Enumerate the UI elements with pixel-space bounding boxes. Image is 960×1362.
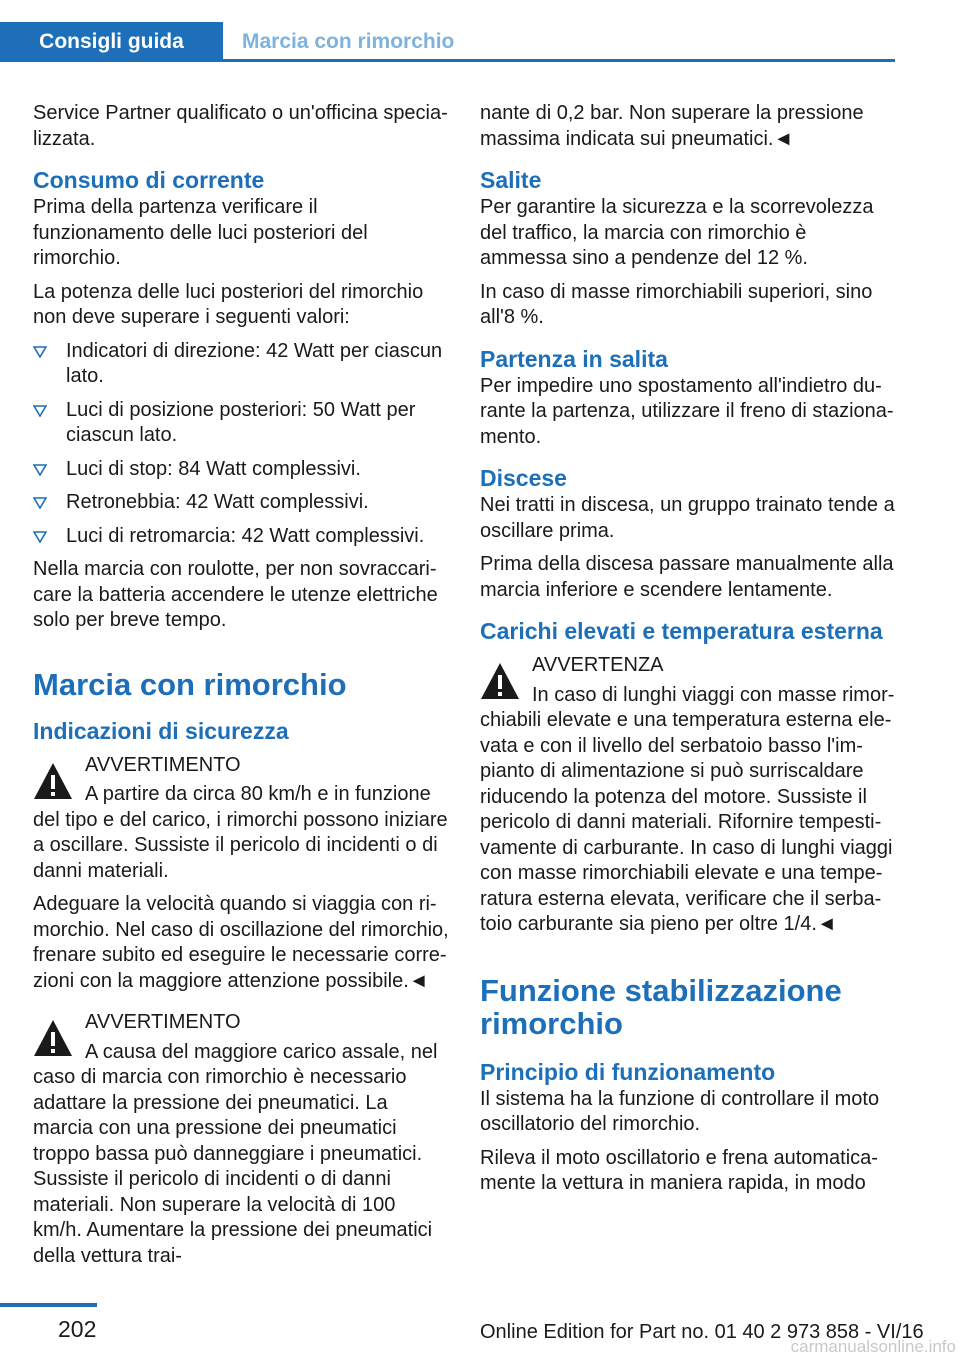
warning-triangle-icon bbox=[480, 661, 520, 701]
heading-principio-funzionamento: Principio di funzionamento bbox=[480, 1058, 776, 1085]
paragraph-salite-1: Per garantire la sicurezza e la scorrevolezza del traffico, la marcia con rimorchio è ammessa sino a pendenze del 12 %. bbox=[480, 196, 874, 269]
warning-block bbox=[480, 653, 896, 938]
heading-indicazioni-sicurezza: Indicazioni di sicurezza bbox=[33, 717, 289, 744]
list-item-text: Luci di stop: 84 Watt complessivi. bbox=[66, 457, 361, 480]
tab-consigli-guida[interactable]: Consigli guida bbox=[0, 22, 223, 62]
warning-block bbox=[33, 753, 449, 995]
paragraph-consumo-1: Prima della partenza verificare il funzionamento delle luci posteriori del rimorchio. bbox=[33, 196, 368, 269]
list-item-text: Luci di posizione posteriori: 50 Watt per ciascun lato. bbox=[66, 398, 416, 446]
warning-title: AVVERTIMENTO bbox=[85, 753, 241, 776]
warning-title: AVVERTIMENTO bbox=[85, 1011, 241, 1033]
heading-consumo-corrente: Consumo di corrente bbox=[33, 167, 265, 193]
page-number: 202 bbox=[58, 1316, 97, 1342]
heading-salite: Salite bbox=[480, 167, 542, 193]
paragraph-consumo-2: La potenza delle luci posteriori del rimorchio non deve superare i seguenti valori: bbox=[33, 280, 424, 328]
paragraph-roulotte: Nella marcia con roulotte, per non sovraccari-care la batteria accendere le utenze elettriche solo per breve tempo. bbox=[33, 558, 438, 631]
watermark: carmanualsonline.info bbox=[790, 1337, 956, 1356]
bullet-triangle-icon bbox=[33, 497, 47, 509]
warning-text: A causa del maggiore carico assale, nel caso di marcia con rimorchio è necessario adattare la pressione dei pneumatici. La marcia con una pressione dei pneumatici troppo bassa può danneggiare i pneumatici. Sussiste il pericolo di incidenti o di danni materiali. Non superare la velocità di 100 km/h. Aumentare la pressione dei pneumatici della vettura trai- bbox=[33, 1040, 438, 1267]
paragraph-partenza: Per impedire uno spostamento all'indietro du-rante la partenza, utilizzare il freno di staziona-mento. bbox=[480, 374, 894, 448]
warning-block bbox=[33, 1010, 449, 1269]
warning-title: AVVERTENZA bbox=[532, 654, 664, 676]
paragraph-principio-1: Il sistema ha la funzione di controllare il moto oscillatorio del rimorchio. bbox=[480, 1087, 880, 1135]
list-item bbox=[33, 490, 449, 516]
right-column bbox=[480, 101, 896, 1205]
edition-note: Online Edition for Part no. 01 40 2 973 858 - VI/16 bbox=[480, 1321, 924, 1343]
bullet-triangle-icon bbox=[33, 531, 47, 543]
paragraph-principio-2: Rileva il moto oscillatorio e frena automatica-mente la vettura in maniera rapida, in modo bbox=[480, 1146, 878, 1194]
paragraph-continuation: nante di 0,2 bar. Non superare la pressione massima indicata sui pneumatici.◄ bbox=[480, 102, 864, 150]
footer-accent-line bbox=[0, 1303, 97, 1307]
list-item-text: Retronebbia: 42 Watt complessivi. bbox=[66, 491, 369, 513]
tab-marcia-con-rimorchio[interactable]: Marcia con rimorchio bbox=[242, 30, 455, 53]
warning-text-2: Adeguare la velocità quando si viaggia con ri-morchio. Nel caso di oscillazione del rimorchio, frenare subito ed eseguire le necessarie corre-zioni con la maggiore attenzione possibile.◄ bbox=[33, 893, 449, 992]
list-item bbox=[33, 398, 449, 449]
list-item bbox=[33, 457, 449, 483]
heading-partenza-in-salita: Partenza in salita bbox=[480, 345, 668, 372]
list-item-text: Luci di retromarcia: 42 Watt complessivi. bbox=[66, 524, 425, 547]
warning-text: In caso di lunghi viaggi con masse rimor-chiabili elevate e una temperatura esterna ele-vata e con il livello del serbatoio basso l'im-pianto di alimentazione si può surriscaldare riducendo la potenza del motore. Sussiste il pericolo di danni materiali. Rifornire tempesti-vamente di carburante. In caso di lunghi viaggi con masse rimorchiabili elevate e una tempe-ratura esterna elevata, verificare che il serba-toio carburante sia pieno per oltre 1/4.◄ bbox=[480, 683, 895, 935]
warning-text: A partire da circa 80 km/h e in funzione del tipo e del carico, i rimorchi possono iniziare a oscillare. Sussiste il pericolo di incidenti o di danni materiali. bbox=[33, 783, 448, 882]
list-item bbox=[33, 524, 449, 550]
heading-carichi-elevati: Carichi elevati e temperatura esterna bbox=[480, 618, 883, 644]
list-item-text: Indicatori di direzione: 42 Watt per ciascun lato. bbox=[66, 339, 443, 387]
paragraph-discese-2: Prima della discesa passare manualmente alla marcia inferiore e scendere lentamente. bbox=[480, 553, 894, 601]
bullet-triangle-icon bbox=[33, 346, 47, 358]
bullet-triangle-icon bbox=[33, 464, 47, 476]
paragraph-continuation: Service Partner qualificato o un'officina specia-lizzata. bbox=[33, 102, 448, 150]
heading-funzione-stabilizzazione: Funzione stabilizzazione rimorchio bbox=[480, 972, 842, 1041]
header-divider bbox=[223, 59, 895, 62]
lights-power-list bbox=[33, 339, 449, 550]
left-column bbox=[33, 101, 449, 1277]
page-header bbox=[0, 0, 960, 66]
paragraph-salite-2: In caso di masse rimorchiabili superiori, sino all'8 %. bbox=[480, 280, 873, 328]
heading-discese: Discese bbox=[480, 465, 567, 491]
warning-triangle-icon bbox=[33, 761, 73, 801]
paragraph-discese-1: Nei tratti in discesa, un gruppo trainato tende a oscillare prima. bbox=[480, 494, 895, 542]
warning-triangle-icon bbox=[33, 1018, 73, 1058]
bullet-triangle-icon bbox=[33, 405, 47, 417]
list-item bbox=[33, 339, 449, 390]
heading-marcia-con-rimorchio: Marcia con rimorchio bbox=[33, 666, 347, 702]
